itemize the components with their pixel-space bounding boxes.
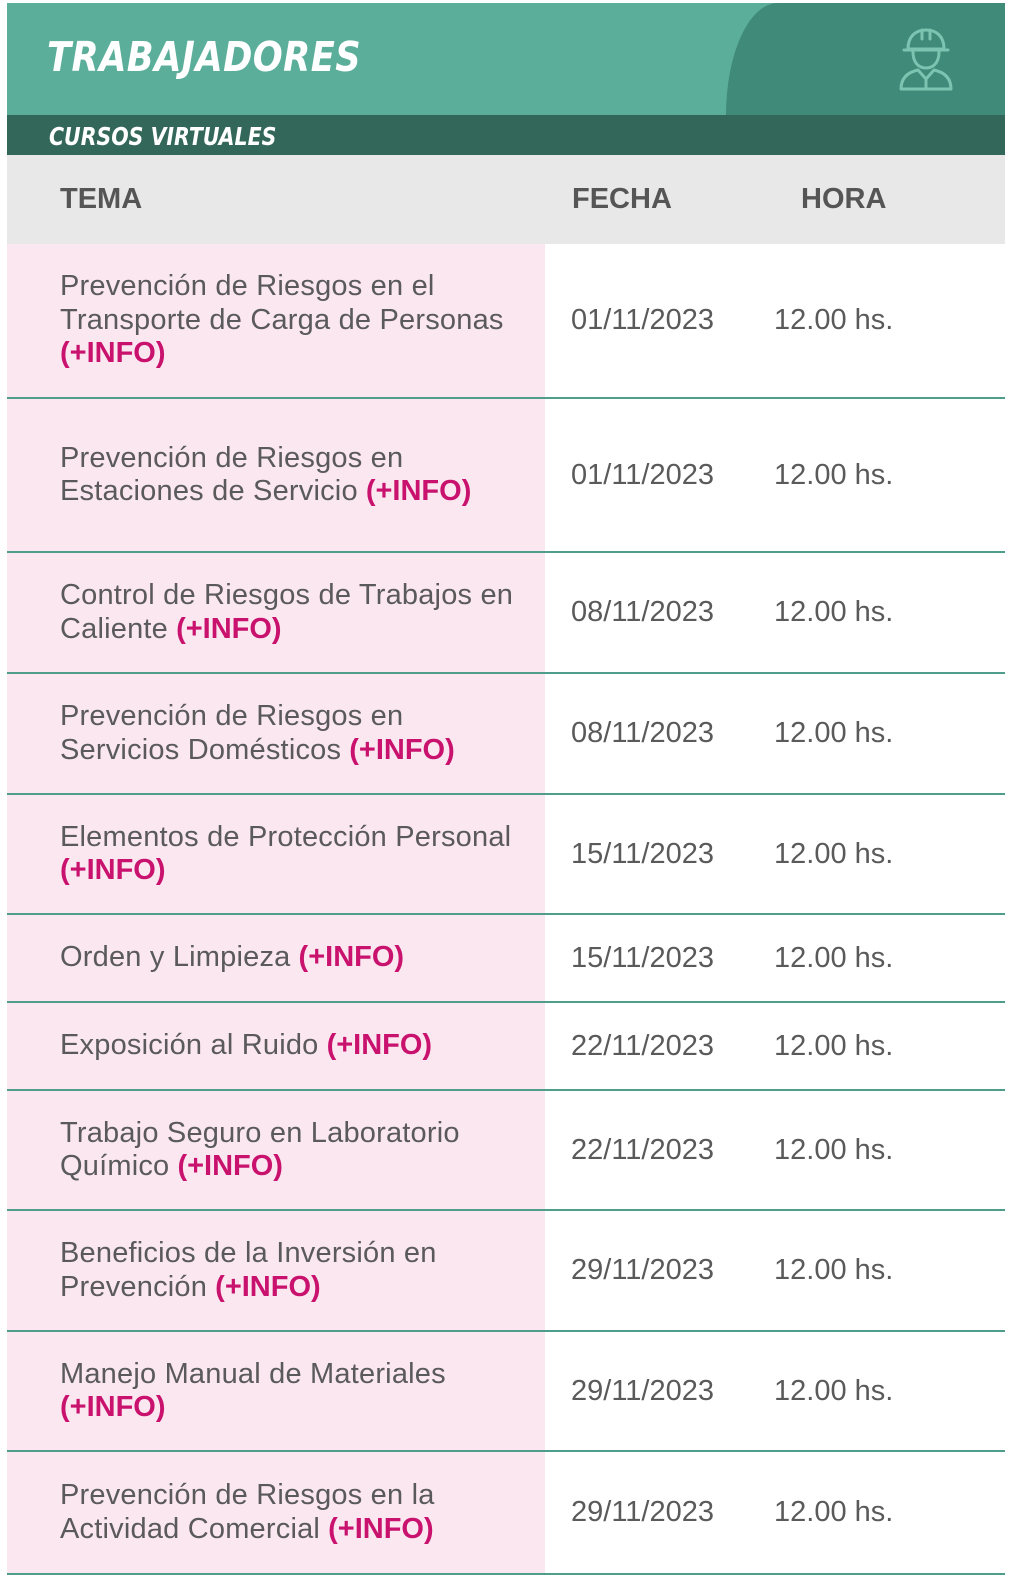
tema-text-wrap bbox=[60, 1358, 521, 1425]
course-title: Prevención de Riesgos en Servicios Domésticos bbox=[60, 700, 404, 766]
course-title: Trabajo Seguro en Laboratorio Químico bbox=[60, 1116, 460, 1182]
banner-accent bbox=[726, 3, 1005, 115]
table-row bbox=[7, 1452, 1005, 1575]
table-row bbox=[7, 674, 1005, 795]
cell-hora: 12.00 hs. bbox=[774, 717, 894, 749]
more-info-link[interactable]: (+INFO) bbox=[328, 1512, 434, 1545]
cell-tema bbox=[7, 1452, 545, 1573]
table-row bbox=[7, 795, 1005, 915]
cell-fecha: 29/11/2023 bbox=[571, 1496, 714, 1528]
cell-tema bbox=[7, 795, 545, 913]
worker-helmet-icon bbox=[897, 25, 955, 91]
cell-hora: 12.00 hs. bbox=[774, 1254, 894, 1286]
course-title: Beneficios de la Inversión en Prevención bbox=[60, 1237, 437, 1303]
course-title: Prevención de Riesgos en Estaciones de Servicio bbox=[60, 441, 404, 507]
more-info-link[interactable]: (+INFO) bbox=[176, 612, 282, 645]
cell-tema bbox=[7, 1091, 545, 1209]
page-title: TRABAJADORES bbox=[47, 33, 362, 81]
cell-hora: 12.00 hs. bbox=[774, 1133, 894, 1166]
courses-panel bbox=[7, 3, 1005, 1591]
more-info-link[interactable]: (+INFO) bbox=[60, 854, 166, 886]
cell-hora: 12.00 hs. bbox=[774, 458, 894, 491]
cell-tema bbox=[7, 915, 545, 1001]
section-subtitle: CURSOS VIRTUALES bbox=[49, 122, 277, 151]
course-title: Exposición al Ruido bbox=[60, 1029, 319, 1062]
cell-hora: 12.00 hs. bbox=[774, 941, 894, 974]
course-title: Prevención de Riesgos en la Actividad Comercial bbox=[60, 1479, 435, 1545]
cell-fecha: 15/11/2023 bbox=[571, 941, 714, 974]
tema-text-wrap bbox=[60, 442, 521, 509]
cell-fecha: 29/11/2023 bbox=[571, 1254, 714, 1286]
cell-fecha: 01/11/2023 bbox=[571, 458, 714, 491]
cell-hora: 12.00 hs. bbox=[774, 304, 894, 336]
more-info-link[interactable]: (+INFO) bbox=[326, 1029, 433, 1062]
table-row bbox=[7, 399, 1005, 553]
section-banner bbox=[7, 3, 1005, 115]
more-info-link[interactable]: (+INFO) bbox=[177, 1150, 283, 1182]
more-info-link[interactable]: (+INFO) bbox=[215, 1270, 321, 1303]
cell-fecha: 08/11/2023 bbox=[571, 596, 714, 628]
cell-hora: 12.00 hs. bbox=[774, 837, 894, 870]
table-row bbox=[7, 1091, 1005, 1211]
cell-tema bbox=[7, 399, 545, 551]
table-row bbox=[7, 1211, 1005, 1332]
more-info-link[interactable]: (+INFO) bbox=[365, 475, 472, 507]
table-row bbox=[7, 553, 1005, 674]
cell-fecha: 22/11/2023 bbox=[571, 1029, 714, 1062]
tema-text-wrap bbox=[60, 579, 521, 646]
cell-hora: 12.00 hs. bbox=[774, 1029, 894, 1062]
tema-text-wrap bbox=[60, 821, 521, 888]
table-row bbox=[7, 1332, 1005, 1452]
tema-text-wrap bbox=[60, 941, 404, 975]
course-title: Prevención de Riesgos en el Transporte de Carga de Personas bbox=[60, 270, 504, 336]
course-title: Orden y Limpieza bbox=[60, 941, 291, 974]
cell-fecha: 08/11/2023 bbox=[571, 717, 714, 749]
cell-fecha: 22/11/2023 bbox=[571, 1133, 714, 1166]
table-body bbox=[7, 244, 1005, 1575]
cell-tema bbox=[7, 1003, 545, 1089]
more-info-link[interactable]: (+INFO) bbox=[60, 337, 166, 370]
tema-text-wrap bbox=[60, 1479, 521, 1546]
column-header-fecha: FECHA bbox=[572, 183, 672, 215]
course-title: Elementos de Protección Personal bbox=[60, 820, 512, 853]
cell-tema bbox=[7, 553, 545, 672]
table-header bbox=[7, 155, 1005, 244]
tema-text-wrap bbox=[60, 1237, 521, 1304]
section-subbar bbox=[7, 115, 1005, 155]
cell-tema bbox=[7, 1211, 545, 1330]
cell-fecha: 15/11/2023 bbox=[571, 837, 714, 870]
course-title: Manejo Manual de Materiales bbox=[60, 1357, 446, 1390]
tema-text-wrap bbox=[60, 700, 521, 767]
cell-fecha: 01/11/2023 bbox=[571, 304, 714, 336]
column-header-tema: TEMA bbox=[60, 183, 143, 215]
more-info-link[interactable]: (+INFO) bbox=[298, 941, 405, 974]
course-title: Control de Riesgos de Trabajos en Caliente bbox=[60, 579, 514, 645]
cell-tema bbox=[7, 674, 545, 793]
more-info-link[interactable]: (+INFO) bbox=[349, 733, 455, 766]
table-row bbox=[7, 244, 1005, 399]
cell-hora: 12.00 hs. bbox=[774, 596, 894, 628]
cell-tema bbox=[7, 244, 545, 397]
cell-tema bbox=[7, 1332, 545, 1450]
more-info-link[interactable]: (+INFO) bbox=[60, 1391, 166, 1423]
tema-text-wrap bbox=[60, 270, 521, 371]
table-row bbox=[7, 1003, 1005, 1091]
tema-text-wrap bbox=[60, 1117, 521, 1184]
cell-fecha: 29/11/2023 bbox=[571, 1374, 714, 1407]
cell-hora: 12.00 hs. bbox=[774, 1374, 894, 1407]
table-row bbox=[7, 915, 1005, 1003]
column-header-hora: HORA bbox=[801, 183, 887, 215]
tema-text-wrap bbox=[60, 1029, 432, 1063]
cell-hora: 12.00 hs. bbox=[774, 1496, 894, 1528]
